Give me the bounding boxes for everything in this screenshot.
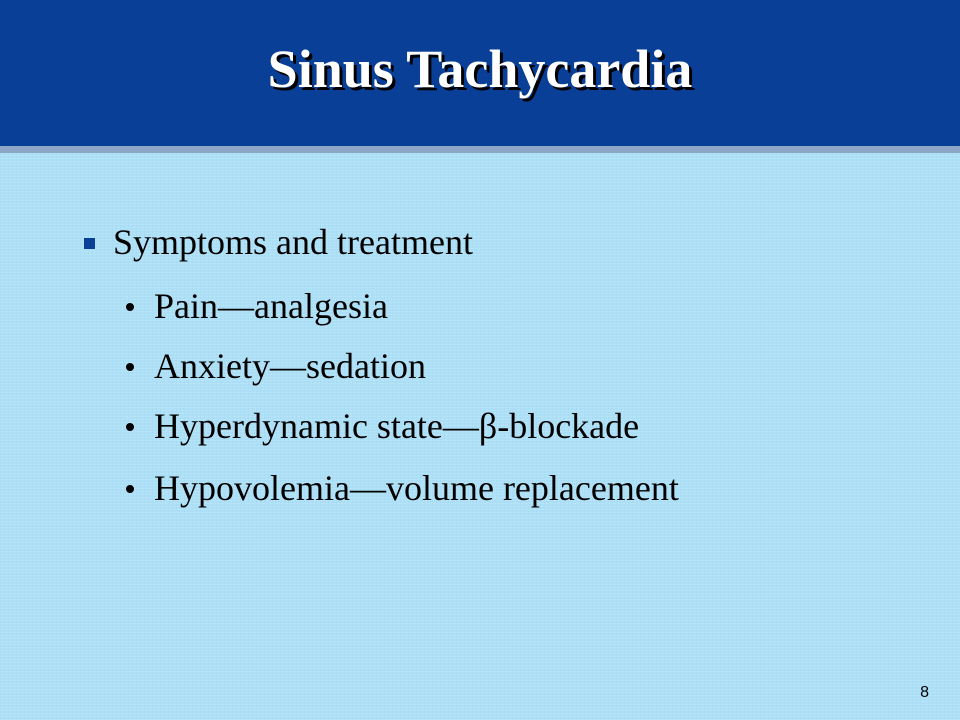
main-bullet-item	[84, 220, 473, 264]
sub-bullet-item	[126, 404, 639, 448]
dot-bullet-icon	[126, 485, 134, 493]
sub-bullet-text: Hyperdynamic state—β-blockade	[154, 406, 640, 446]
sub-bullet-text: Pain—analgesia	[154, 286, 388, 326]
main-bullet-text: Symptoms and treatment	[113, 222, 473, 262]
square-bullet-icon	[84, 238, 95, 249]
dot-bullet-icon	[126, 303, 134, 311]
sub-bullet-item	[126, 344, 426, 388]
dot-bullet-icon	[126, 363, 134, 371]
sub-bullet-item	[126, 466, 679, 510]
slide-title: Sinus Tachycardia	[267, 39, 693, 99]
page-number: 8	[920, 684, 929, 701]
sub-bullet-text: Anxiety—sedation	[154, 346, 426, 386]
sub-bullet-item	[126, 284, 388, 328]
dot-bullet-icon	[126, 423, 134, 431]
sub-bullet-text: Hypovolemia—volume replacement	[154, 468, 679, 508]
